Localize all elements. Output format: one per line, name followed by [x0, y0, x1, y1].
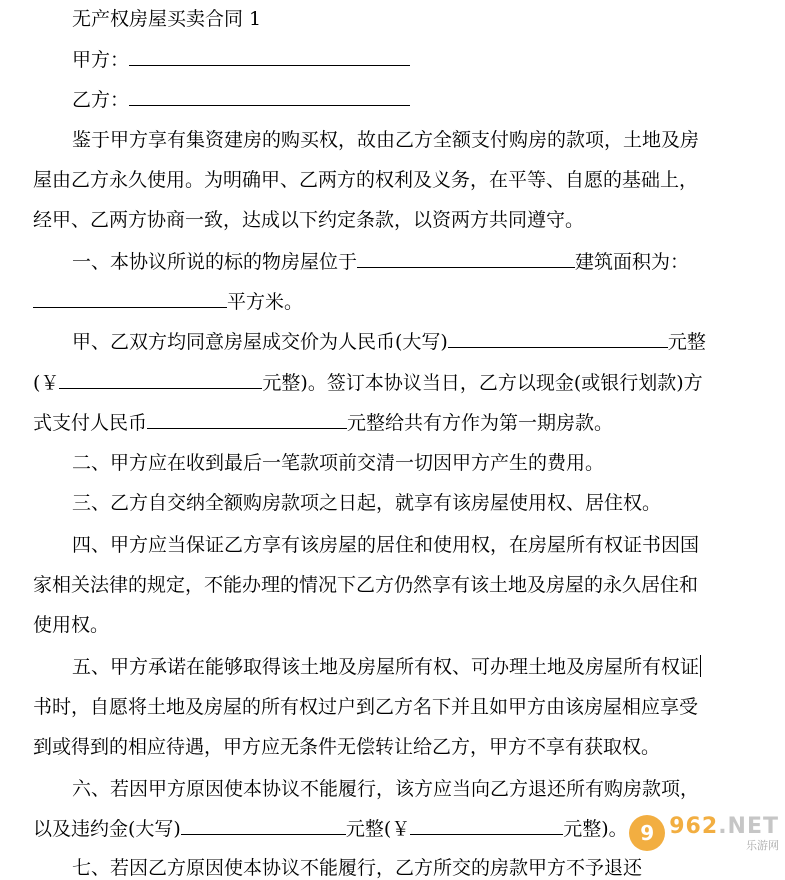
- price-capital-label: 甲、乙双方均同意房屋成交价为人民币(大写): [72, 331, 448, 353]
- clause-5-line-2: 书时，自愿将土地及房屋的所有权过户到乙方名下并且如甲方由该房屋相应享受: [33, 696, 699, 718]
- first-payment-blank[interactable]: [147, 411, 347, 429]
- penalty-numeric-prefix: 元整(￥: [345, 818, 411, 840]
- area-unit: 平方米。: [227, 291, 304, 313]
- first-payment-text: 元整给共有方作为第一期房款。: [347, 412, 614, 434]
- first-payment-label: 式支付人民币: [33, 412, 148, 434]
- price-line-2-text: 元整)。签订本协议当日，乙方以现金(或银行划款)方: [262, 372, 703, 394]
- watermark-main-rest: .NET: [718, 813, 779, 839]
- document-title: 无产权房屋买卖合同 1: [72, 8, 262, 30]
- party-b-label: 乙方：: [72, 89, 130, 111]
- price-numeric-prefix: (￥: [33, 372, 60, 394]
- watermark-badge-icon: 9: [629, 815, 665, 851]
- clause-4-line-3: 使用权。: [33, 614, 110, 636]
- preamble-line-1: 鉴于甲方享有集资建房的购买权，故由乙方全额支付购房的款项，土地及房: [72, 129, 700, 151]
- party-b-blank[interactable]: [129, 88, 410, 106]
- watermark-text: [669, 813, 779, 852]
- clause-1-line-2: [33, 290, 303, 314]
- price-capital-blank[interactable]: [448, 330, 668, 348]
- clause-6-line-1: 六、若因甲方原因使本协议不能履行，该方应当向乙方退还所有购房款项，: [72, 778, 700, 800]
- clause-6-line-2: [33, 817, 628, 841]
- penalty-capital-label: 以及违约金(大写): [33, 818, 181, 840]
- party-a-line: [72, 48, 410, 72]
- price-line-3: [33, 411, 613, 435]
- clause-5-line-3: 到或得到的相应待遇，甲方应无条件无偿转让给乙方，甲方不享有获取权。: [33, 736, 661, 758]
- clause-4-line-1: 四、甲方应当保证乙方享有该房屋的居住和使用权，在房屋所有权证书因国: [72, 534, 700, 556]
- clause-1-area-label: 建筑面积为：: [575, 251, 690, 273]
- party-a-label: 甲方：: [72, 49, 130, 71]
- clause-2: 二、甲方应在收到最后一笔款项前交清一切因甲方产生的费用。: [72, 452, 605, 474]
- preamble-line-3: 经甲、乙两方协商一致，达成以下约定条款，以资两方共同遵守。: [33, 209, 585, 231]
- price-line-1: [72, 330, 706, 354]
- party-a-blank[interactable]: [129, 48, 410, 66]
- clause-5-line-1-text: 五、甲方承诺在能够取得该土地及房屋所有权、可办理土地及房屋所有权证: [72, 656, 700, 678]
- penalty-unit: 元整)。: [563, 818, 628, 840]
- penalty-capital-blank[interactable]: [181, 817, 346, 835]
- watermark-logo: [629, 815, 779, 851]
- watermark-sub: 乐游网: [746, 838, 779, 852]
- price-line-2: [33, 371, 703, 395]
- text-cursor: [700, 655, 701, 677]
- price-numeric-blank[interactable]: [59, 371, 262, 389]
- penalty-numeric-blank[interactable]: [410, 817, 563, 835]
- price-capital-unit: 元整: [667, 331, 706, 353]
- clause-4-line-2: 家相关法律的规定，不能办理的情况下乙方仍然享有该土地及房屋的永久居住和: [33, 574, 699, 596]
- watermark-main-highlight: 962: [669, 813, 719, 839]
- clause-1-location-label: 一、本协议所说的标的物房屋位于: [72, 251, 358, 273]
- party-b-line: [72, 88, 410, 112]
- preamble-line-2: 屋由乙方永久使用。为明确甲、乙两方的权利及义务，在平等、自愿的基础上，: [33, 169, 699, 191]
- clause-3: 三、乙方自交纳全额购房款项之日起，就享有该房屋使用权、居住权。: [72, 492, 662, 514]
- clause-1-line-1: [72, 250, 689, 274]
- house-location-blank[interactable]: [357, 250, 575, 268]
- clause-7-partial: 七、若因乙方原因使本协议不能履行，乙方所交的房款甲方不予退还: [72, 857, 643, 879]
- clause-5-line-1: [72, 655, 701, 679]
- floor-area-blank[interactable]: [33, 290, 227, 308]
